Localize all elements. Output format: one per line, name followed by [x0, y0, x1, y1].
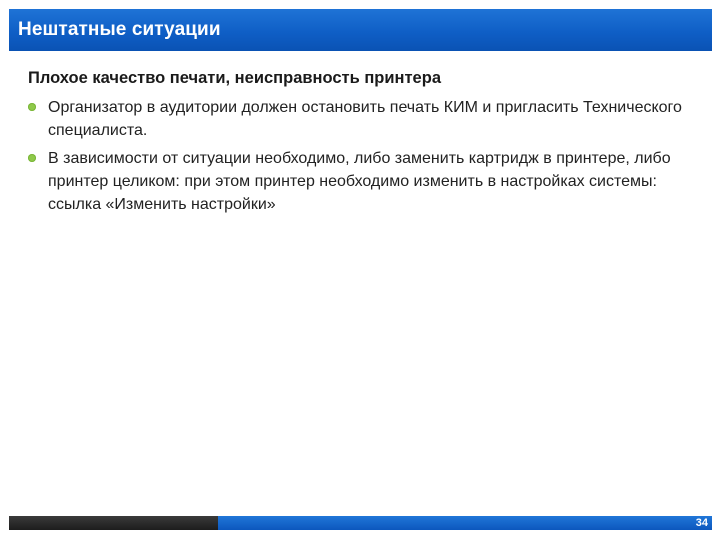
bullet-item	[28, 96, 700, 142]
page-number: 34	[695, 517, 708, 529]
bullet-dot-icon	[28, 103, 36, 111]
bullet-item	[28, 147, 700, 216]
bullet-dot-icon	[28, 154, 36, 162]
slide-title: Нештатные ситуации	[18, 19, 221, 40]
bullet-text: В зависимости от ситуации необходимо, либо заменить картридж в принтере, либо принтер целиком: при этом принтер необходимо изменить в настройках системы: ссылка «Изменить настройки»	[48, 150, 671, 213]
slide-footer	[9, 516, 712, 530]
slide-title-bar	[9, 9, 712, 51]
slide-content	[28, 66, 700, 221]
footer-dark-segment	[9, 516, 218, 530]
footer-blue-segment	[218, 516, 712, 530]
bullet-text: Организатор в аудитории должен остановить печать КИМ и пригласить Технического специалиста.	[48, 99, 682, 139]
bullet-list	[28, 96, 700, 216]
slide-subtitle: Плохое качество печати, неисправность принтера	[28, 69, 441, 87]
